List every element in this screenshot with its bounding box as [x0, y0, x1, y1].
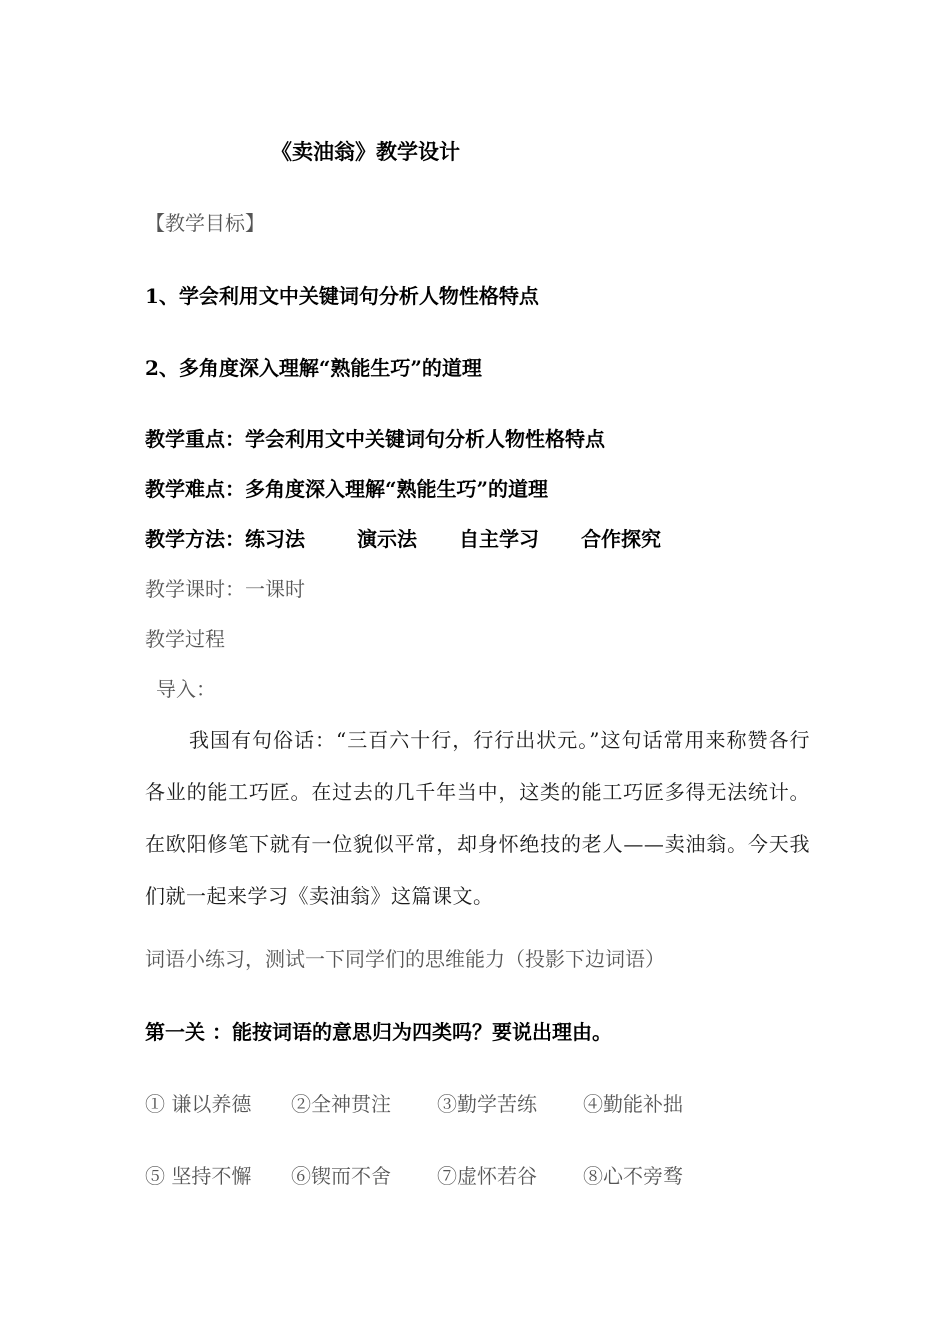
methods-label: 教学方法： — [145, 527, 245, 551]
word-item: ⑧心不旁骛 — [583, 1164, 683, 1188]
teaching-methods — [145, 525, 661, 553]
word-item: ① 谦以养德 — [145, 1092, 252, 1116]
key-point: 教学重点：学会利用文中关键词句分析人物性格特点 — [145, 427, 605, 451]
difficulty: 教学难点：多角度深入理解“熟能生巧”的道理 — [145, 477, 549, 501]
words-row-2 — [145, 1162, 729, 1190]
method-item: 演示法 — [357, 527, 417, 551]
method-item: 练习法 — [245, 527, 305, 551]
method-item: 合作探究 — [581, 527, 661, 551]
exercise-intro: 词语小练习，测试一下同学们的思维能力（投影下边词语） — [145, 947, 665, 971]
method-item: 自主学习 — [459, 527, 539, 551]
intro-label: 导入： — [156, 677, 216, 701]
word-item: ⑥锲而不舍 — [291, 1164, 391, 1188]
intro-paragraph: 我国有句俗话：“三百六十行，行行出状元。”这句话常用来称赞各行各业的能工巧匠。在过去的几千年当中，这类的能工巧匠多得无法统计。在欧阳修笔下就有一位貌似平常，却身怀绝技的老人——卖油翁。今天我们就一起来学习《卖油翁》这篇课文。 — [145, 728, 810, 908]
class-hours: 教学课时：一课时 — [145, 577, 305, 601]
document-title: 《卖油翁》教学设计 — [271, 139, 460, 164]
word-item: ⑤ 坚持不懈 — [145, 1164, 252, 1188]
objective-item-1: 1、学会利用文中关键词句分析人物性格特点 — [145, 284, 539, 308]
objectives-heading: 【教学目标】 — [145, 211, 265, 235]
process-heading: 教学过程 — [145, 627, 225, 651]
word-item: ②全神贯注 — [291, 1092, 391, 1116]
level-one-question: 第一关 ：能按词语的意思归为四类吗？要说出理由。 — [145, 1020, 612, 1044]
word-item: ⑦虚怀若谷 — [437, 1164, 537, 1188]
objective-item-2: 2、多角度深入理解“熟能生巧”的道理 — [145, 356, 482, 380]
word-item: ③勤学苦练 — [437, 1092, 537, 1116]
words-row-1 — [145, 1090, 729, 1118]
word-item: ④勤能补拙 — [583, 1092, 683, 1116]
